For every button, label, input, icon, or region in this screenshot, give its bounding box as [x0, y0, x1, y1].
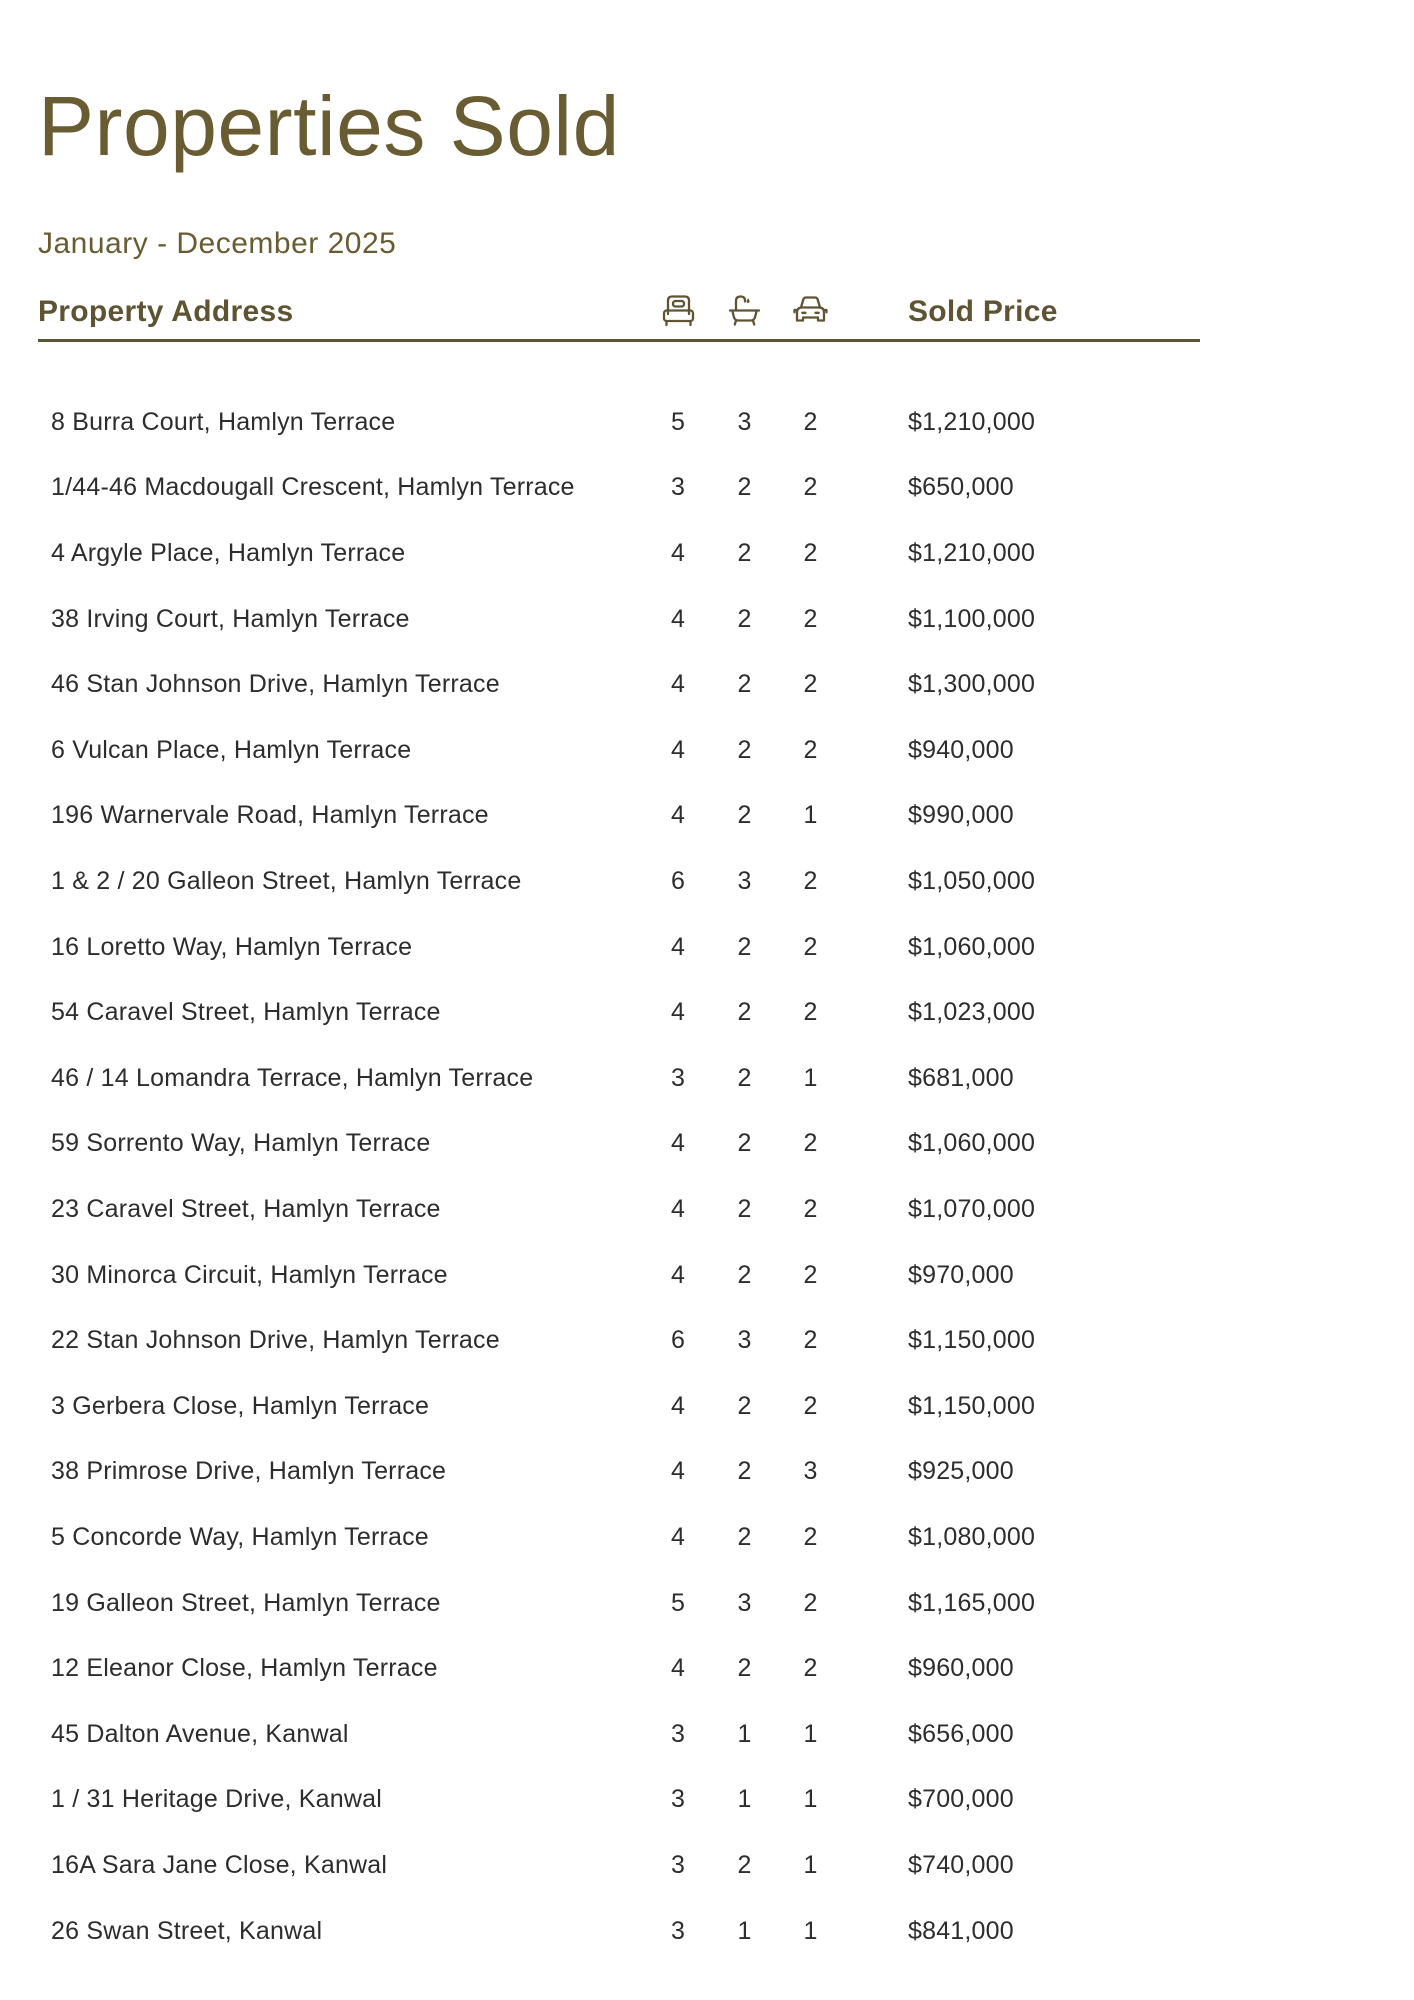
sold-price: $700,000 — [908, 1785, 1014, 1814]
baths-count: 1 — [737, 1719, 752, 1748]
beds-count: 4 — [670, 1522, 686, 1551]
cars-count: 2 — [803, 998, 818, 1027]
table-header-row — [38, 289, 1200, 342]
property-address: 19 Galleon Street, Hamlyn Terrace — [51, 1588, 441, 1617]
cars-count: 2 — [803, 604, 818, 633]
beds-count: 3 — [670, 473, 686, 502]
property-address: 1 / 31 Heritage Drive, Kanwal — [51, 1785, 382, 1814]
sold-price: $656,000 — [908, 1719, 1014, 1748]
page-subtitle: January - December 2025 — [38, 226, 397, 260]
beds-count: 4 — [670, 539, 686, 568]
table-row — [38, 1439, 1200, 1505]
beds-count: 4 — [670, 735, 686, 764]
baths-count: 1 — [737, 1785, 752, 1814]
baths-count: 3 — [737, 867, 752, 896]
cars-count: 2 — [803, 1588, 818, 1617]
property-address: 26 Swan Street, Kanwal — [51, 1916, 323, 1945]
property-address: 46 Stan Johnson Drive, Hamlyn Terrace — [51, 670, 500, 699]
beds-count: 4 — [670, 1195, 686, 1224]
property-address: 59 Sorrento Way, Hamlyn Terrace — [51, 1129, 431, 1158]
sold-price: $1,210,000 — [908, 407, 1036, 436]
table-row — [38, 783, 1200, 849]
table-row — [38, 914, 1200, 980]
baths-count: 2 — [737, 1654, 752, 1683]
baths-count: 2 — [737, 539, 752, 568]
cars-count: 1 — [803, 1850, 818, 1879]
table-row — [38, 718, 1200, 784]
baths-count: 2 — [737, 1850, 752, 1879]
bath-icon — [724, 289, 765, 329]
baths-count: 2 — [737, 1391, 752, 1420]
cars-count: 2 — [803, 539, 818, 568]
cars-count: 2 — [803, 1326, 818, 1355]
cars-count: 2 — [803, 473, 818, 502]
cars-count: 2 — [803, 407, 818, 436]
column-header-cars — [778, 289, 843, 329]
property-address: 1 & 2 / 20 Galleon Street, Hamlyn Terrace — [51, 867, 522, 896]
beds-count: 6 — [670, 1326, 686, 1355]
cars-count: 2 — [803, 1260, 818, 1289]
sold-price: $1,210,000 — [908, 539, 1036, 568]
property-address: 16A Sara Jane Close, Kanwal — [51, 1850, 388, 1879]
table-row — [38, 980, 1200, 1046]
sold-price: $1,300,000 — [908, 670, 1036, 699]
sold-price: $650,000 — [908, 473, 1014, 502]
beds-count: 3 — [670, 1850, 686, 1879]
cars-count: 2 — [803, 867, 818, 896]
sold-price: $681,000 — [908, 1063, 1014, 1092]
cars-count: 2 — [803, 1195, 818, 1224]
beds-count: 4 — [670, 801, 686, 830]
baths-count: 2 — [737, 1260, 752, 1289]
table-row — [38, 1701, 1200, 1767]
cars-count: 3 — [803, 1457, 818, 1486]
cars-count: 2 — [803, 1522, 818, 1551]
table-row — [38, 1505, 1200, 1571]
table-row — [38, 1177, 1200, 1243]
cars-count: 2 — [803, 670, 818, 699]
sold-properties-table — [38, 289, 1200, 1964]
baths-count: 3 — [737, 1588, 752, 1617]
table-row — [38, 455, 1200, 521]
property-address: 23 Caravel Street, Hamlyn Terrace — [51, 1195, 441, 1224]
property-address: 22 Stan Johnson Drive, Hamlyn Terrace — [51, 1326, 500, 1355]
beds-count: 4 — [670, 604, 686, 633]
beds-count: 6 — [670, 867, 686, 896]
baths-count: 2 — [737, 735, 752, 764]
beds-count: 4 — [670, 1129, 686, 1158]
property-address: 46 / 14 Lomandra Terrace, Hamlyn Terrace — [51, 1063, 534, 1092]
sold-price: $1,060,000 — [908, 932, 1036, 961]
sold-price: $1,023,000 — [908, 998, 1036, 1027]
baths-count: 1 — [737, 1916, 752, 1945]
baths-count: 2 — [737, 1522, 752, 1551]
sold-price: $1,150,000 — [908, 1326, 1036, 1355]
baths-count: 2 — [737, 1063, 752, 1092]
beds-count: 4 — [670, 998, 686, 1027]
sold-price: $740,000 — [908, 1850, 1014, 1879]
table-row — [38, 1111, 1200, 1177]
beds-count: 3 — [670, 1063, 686, 1092]
beds-count: 4 — [670, 932, 686, 961]
baths-count: 2 — [737, 801, 752, 830]
sold-price: $1,150,000 — [908, 1391, 1036, 1420]
table-row — [38, 1833, 1200, 1899]
column-header-price: Sold Price — [908, 294, 1058, 328]
property-address: 38 Primrose Drive, Hamlyn Terrace — [51, 1457, 447, 1486]
table-row — [38, 521, 1200, 587]
baths-count: 2 — [737, 604, 752, 633]
baths-count: 2 — [737, 932, 752, 961]
property-address: 30 Minorca Circuit, Hamlyn Terrace — [51, 1260, 448, 1289]
sold-price: $1,165,000 — [908, 1588, 1036, 1617]
beds-count: 4 — [670, 670, 686, 699]
beds-count: 4 — [670, 1457, 686, 1486]
table-row — [38, 1570, 1200, 1636]
table-row — [38, 586, 1200, 652]
beds-count: 3 — [670, 1719, 686, 1748]
sold-price: $1,100,000 — [908, 604, 1036, 633]
baths-count: 2 — [737, 1195, 752, 1224]
beds-count: 3 — [670, 1916, 686, 1945]
beds-count: 5 — [670, 407, 686, 436]
sold-price: $960,000 — [908, 1654, 1014, 1683]
table-row — [38, 1242, 1200, 1308]
table-row — [38, 1636, 1200, 1702]
table-row — [38, 849, 1200, 915]
cars-count: 1 — [803, 1785, 818, 1814]
cars-count: 2 — [803, 1654, 818, 1683]
cars-count: 1 — [803, 1719, 818, 1748]
column-header-baths — [711, 289, 778, 329]
property-address: 6 Vulcan Place, Hamlyn Terrace — [51, 735, 412, 764]
cars-count: 2 — [803, 1391, 818, 1420]
beds-count: 4 — [670, 1654, 686, 1683]
baths-count: 3 — [737, 407, 752, 436]
property-address: 8 Burra Court, Hamlyn Terrace — [51, 407, 396, 436]
beds-count: 3 — [670, 1785, 686, 1814]
property-address: 196 Warnervale Road, Hamlyn Terrace — [51, 801, 489, 830]
property-address: 3 Gerbera Close, Hamlyn Terrace — [51, 1391, 430, 1420]
cars-count: 2 — [803, 735, 818, 764]
sold-price: $925,000 — [908, 1457, 1014, 1486]
property-address: 1/44-46 Macdougall Crescent, Hamlyn Terrace — [51, 473, 575, 502]
beds-count: 4 — [670, 1391, 686, 1420]
page-title: Properties Sold — [38, 79, 620, 173]
sold-price: $1,070,000 — [908, 1195, 1036, 1224]
baths-count: 2 — [737, 670, 752, 699]
property-address: 45 Dalton Avenue, Kanwal — [51, 1719, 349, 1748]
baths-count: 2 — [737, 1457, 752, 1486]
cars-count: 1 — [803, 1916, 818, 1945]
table-row — [38, 652, 1200, 718]
beds-count: 5 — [670, 1588, 686, 1617]
property-address: 5 Concorde Way, Hamlyn Terrace — [51, 1522, 429, 1551]
column-header-beds — [645, 289, 711, 329]
sold-price: $1,050,000 — [908, 867, 1036, 896]
cars-count: 1 — [803, 1063, 818, 1092]
table-row — [38, 1046, 1200, 1112]
table-row — [38, 1308, 1200, 1374]
baths-count: 2 — [737, 1129, 752, 1158]
property-address: 16 Loretto Way, Hamlyn Terrace — [51, 932, 413, 961]
table-row — [38, 1767, 1200, 1833]
bed-icon — [658, 289, 699, 329]
cars-count: 2 — [803, 932, 818, 961]
table-body — [38, 390, 1200, 1964]
table-row — [38, 1374, 1200, 1440]
sold-price: $940,000 — [908, 735, 1014, 764]
property-address: 38 Irving Court, Hamlyn Terrace — [51, 604, 410, 633]
beds-count: 4 — [670, 1260, 686, 1289]
sold-price: $841,000 — [908, 1916, 1014, 1945]
property-address: 12 Eleanor Close, Hamlyn Terrace — [51, 1654, 438, 1683]
property-address: 54 Caravel Street, Hamlyn Terrace — [51, 998, 441, 1027]
baths-count: 2 — [737, 998, 752, 1027]
sold-price: $1,060,000 — [908, 1129, 1036, 1158]
property-address: 4 Argyle Place, Hamlyn Terrace — [51, 539, 406, 568]
sold-price: $1,080,000 — [908, 1522, 1036, 1551]
cars-count: 1 — [803, 801, 818, 830]
baths-count: 3 — [737, 1326, 752, 1355]
sold-price: $970,000 — [908, 1260, 1014, 1289]
table-row — [38, 1898, 1200, 1964]
car-icon — [790, 289, 831, 329]
sold-price: $990,000 — [908, 801, 1014, 830]
baths-count: 2 — [737, 473, 752, 502]
table-row — [38, 390, 1200, 456]
column-header-address: Property Address — [38, 294, 294, 328]
cars-count: 2 — [803, 1129, 818, 1158]
